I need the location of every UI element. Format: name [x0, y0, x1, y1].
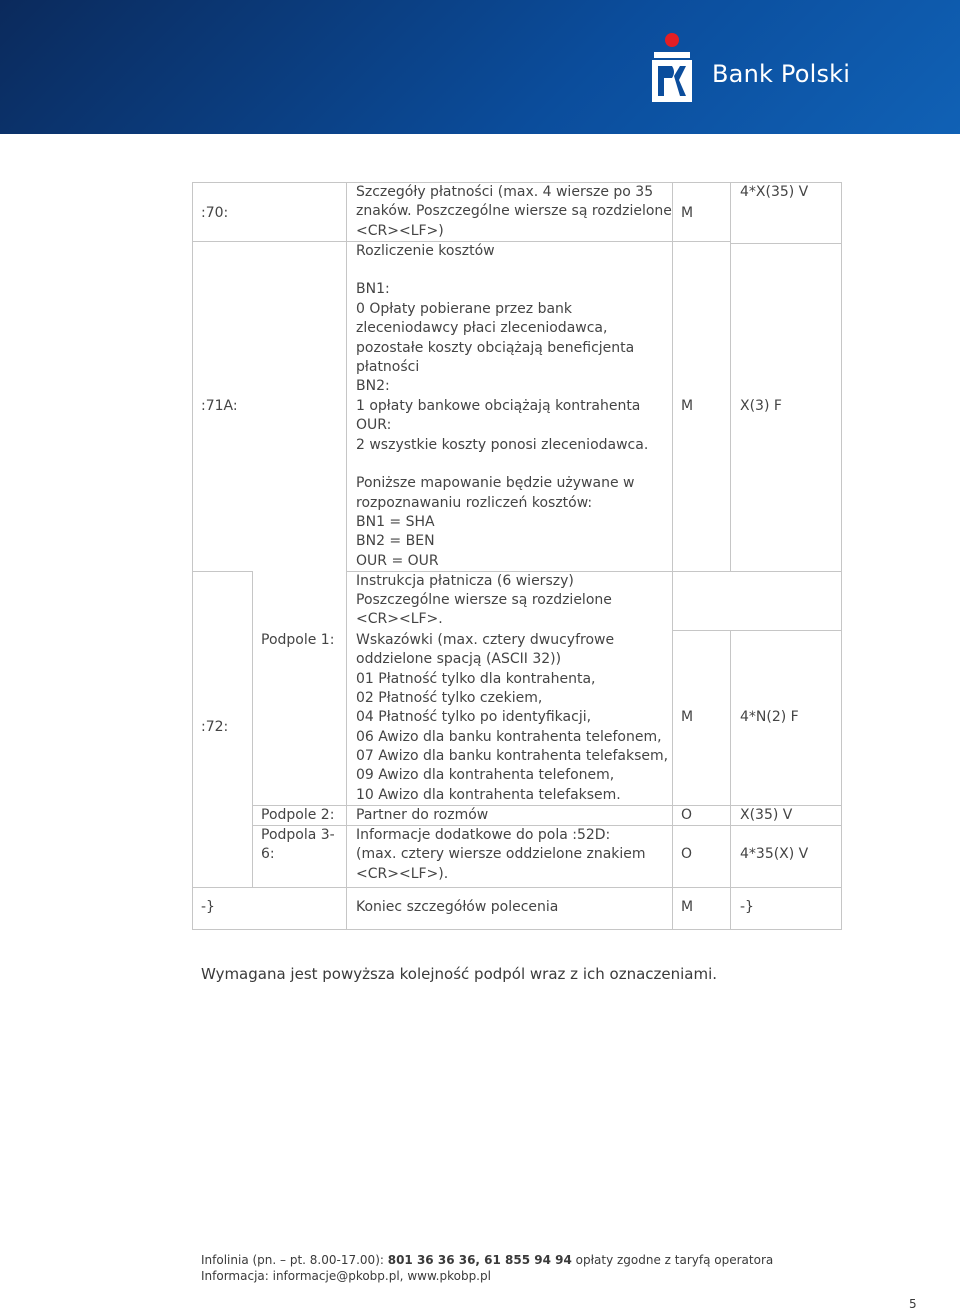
subfield-1-desc-line: 09 Awizo dla kontrahenta telefonem,	[356, 767, 615, 783]
footer-phone-numbers[interactable]: 801 36 36 36, 61 855 94 94	[387, 1253, 572, 1267]
desc-70-line: <CR><LF>)	[356, 223, 444, 239]
footer-contact: Informacja: informacje@pkobp.pl, www.pkobp.pl	[201, 1269, 491, 1283]
subfield-3-status: O	[681, 846, 693, 862]
status-71a: M	[681, 398, 694, 414]
brand-name: Bank Polski	[712, 60, 851, 88]
subfield-1-desc-line: 01 Płatność tylko dla kontrahenta,	[356, 671, 596, 687]
format-71a: X(3) F	[740, 398, 782, 414]
format-70: 4*X(35) V	[740, 184, 809, 200]
page-number: 5	[909, 1297, 917, 1311]
tag-70: :70:	[201, 205, 229, 221]
footer-hotline	[201, 1252, 773, 1268]
subfield-1-format: 4*N(2) F	[740, 709, 799, 725]
desc-70-line: znaków. Poszczególne wiersze są rozdzielone	[356, 203, 672, 219]
desc-71a-line: 2 wszystkie koszty ponosi zleceniodawca.	[356, 437, 649, 453]
desc-71a-line: BN1 = SHA	[356, 514, 435, 530]
tag-72: :72:	[201, 719, 229, 735]
subfield-2-format: X(35) V	[740, 807, 793, 823]
bank-logo[interactable]	[646, 32, 851, 106]
desc-71a-line: Rozliczenie kosztów	[356, 243, 495, 259]
subfield-1-desc-line: Poszczególne wiersze są rozdzielone	[356, 592, 612, 608]
desc-71a-line: rozpoznawaniu rozliczeń kosztów:	[356, 495, 593, 511]
desc-end: Koniec szczegółów polecenia	[356, 899, 559, 915]
desc-71a-line: OUR = OUR	[356, 553, 439, 569]
status-70: M	[681, 205, 694, 221]
tag-end: -}	[201, 899, 215, 915]
desc-71a-line: płatności	[356, 359, 420, 375]
subfield-1-desc-line: 04 Płatność tylko po identyfikacji,	[356, 709, 592, 725]
desc-71a-line: BN2 = BEN	[356, 533, 435, 549]
desc-71a-line: OUR:	[356, 417, 392, 433]
subfield-1-desc-line: Wskazówki (max. cztery dwucyfrowe	[356, 632, 615, 648]
subfield-1-desc-line: 02 Płatność tylko czekiem,	[356, 690, 543, 706]
subfield-1-desc-line: 06 Awizo dla banku kontrahenta telefonem,	[356, 729, 662, 745]
desc-71a-line: Poniższe mapowanie będzie używane w	[356, 475, 635, 491]
subfield-1-desc-line: 07 Awizo dla banku kontrahenta telefaksem,	[356, 748, 669, 764]
subfield-1-desc-line: oddzielone spacją (ASCII 32))	[356, 651, 562, 667]
subfield-3-format: 4*35(X) V	[740, 846, 809, 862]
desc-71a-line: pozostałe koszty obciążają beneficjenta	[356, 340, 635, 356]
subfield-2-status: O	[681, 807, 693, 823]
subfield-3-desc-line: <CR><LF>).	[356, 866, 449, 882]
subfield-3-label: Podpola 3-	[261, 827, 335, 843]
desc-71a-line: zleceniodawcy płaci zleceniodawca,	[356, 320, 608, 336]
subfield-3-label: 6:	[261, 846, 275, 862]
subfield-1-desc-line: 10 Awizo dla kontrahenta telefaksem.	[356, 787, 621, 803]
order-note: Wymagana jest powyższa kolejność podpól wraz z ich oznaczeniami.	[201, 965, 718, 983]
subfield-2-desc: Partner do rozmów	[356, 807, 489, 823]
desc-71a-line: BN1:	[356, 281, 390, 297]
format-end: -}	[740, 899, 754, 915]
subfield-2-label: Podpole 2:	[261, 807, 335, 823]
subfield-3-desc-line: (max. cztery wiersze oddzielone znakiem	[356, 846, 646, 862]
subfield-1-desc-line: Instrukcja płatnicza (6 wierszy)	[356, 573, 574, 589]
desc-71a-line: 1 opłaty bankowe obciążają kontrahenta	[356, 398, 641, 414]
footer-hotline-note: opłaty zgodne z taryfą operatora	[571, 1253, 774, 1267]
status-end: M	[681, 899, 694, 915]
footer-hotline-label: Infolinia (pn. – pt. 8.00-17.00):	[201, 1253, 388, 1267]
desc-71a-line: 0 Opłaty pobierane przez bank	[356, 301, 573, 317]
subfield-3-desc-line: Informacje dodatkowe do pola :52D:	[356, 827, 611, 843]
header-banner	[0, 0, 960, 134]
subfield-1-status: M	[681, 709, 694, 725]
pko-logo-icon	[646, 32, 698, 106]
desc-70-line: Szczegóły płatności (max. 4 wiersze po 35	[356, 184, 654, 200]
subfield-1-label: Podpole 1:	[261, 632, 335, 648]
desc-71a-line: BN2:	[356, 378, 390, 394]
subfield-1-desc-line: <CR><LF>.	[356, 611, 443, 627]
tag-71a: :71A:	[201, 398, 238, 414]
